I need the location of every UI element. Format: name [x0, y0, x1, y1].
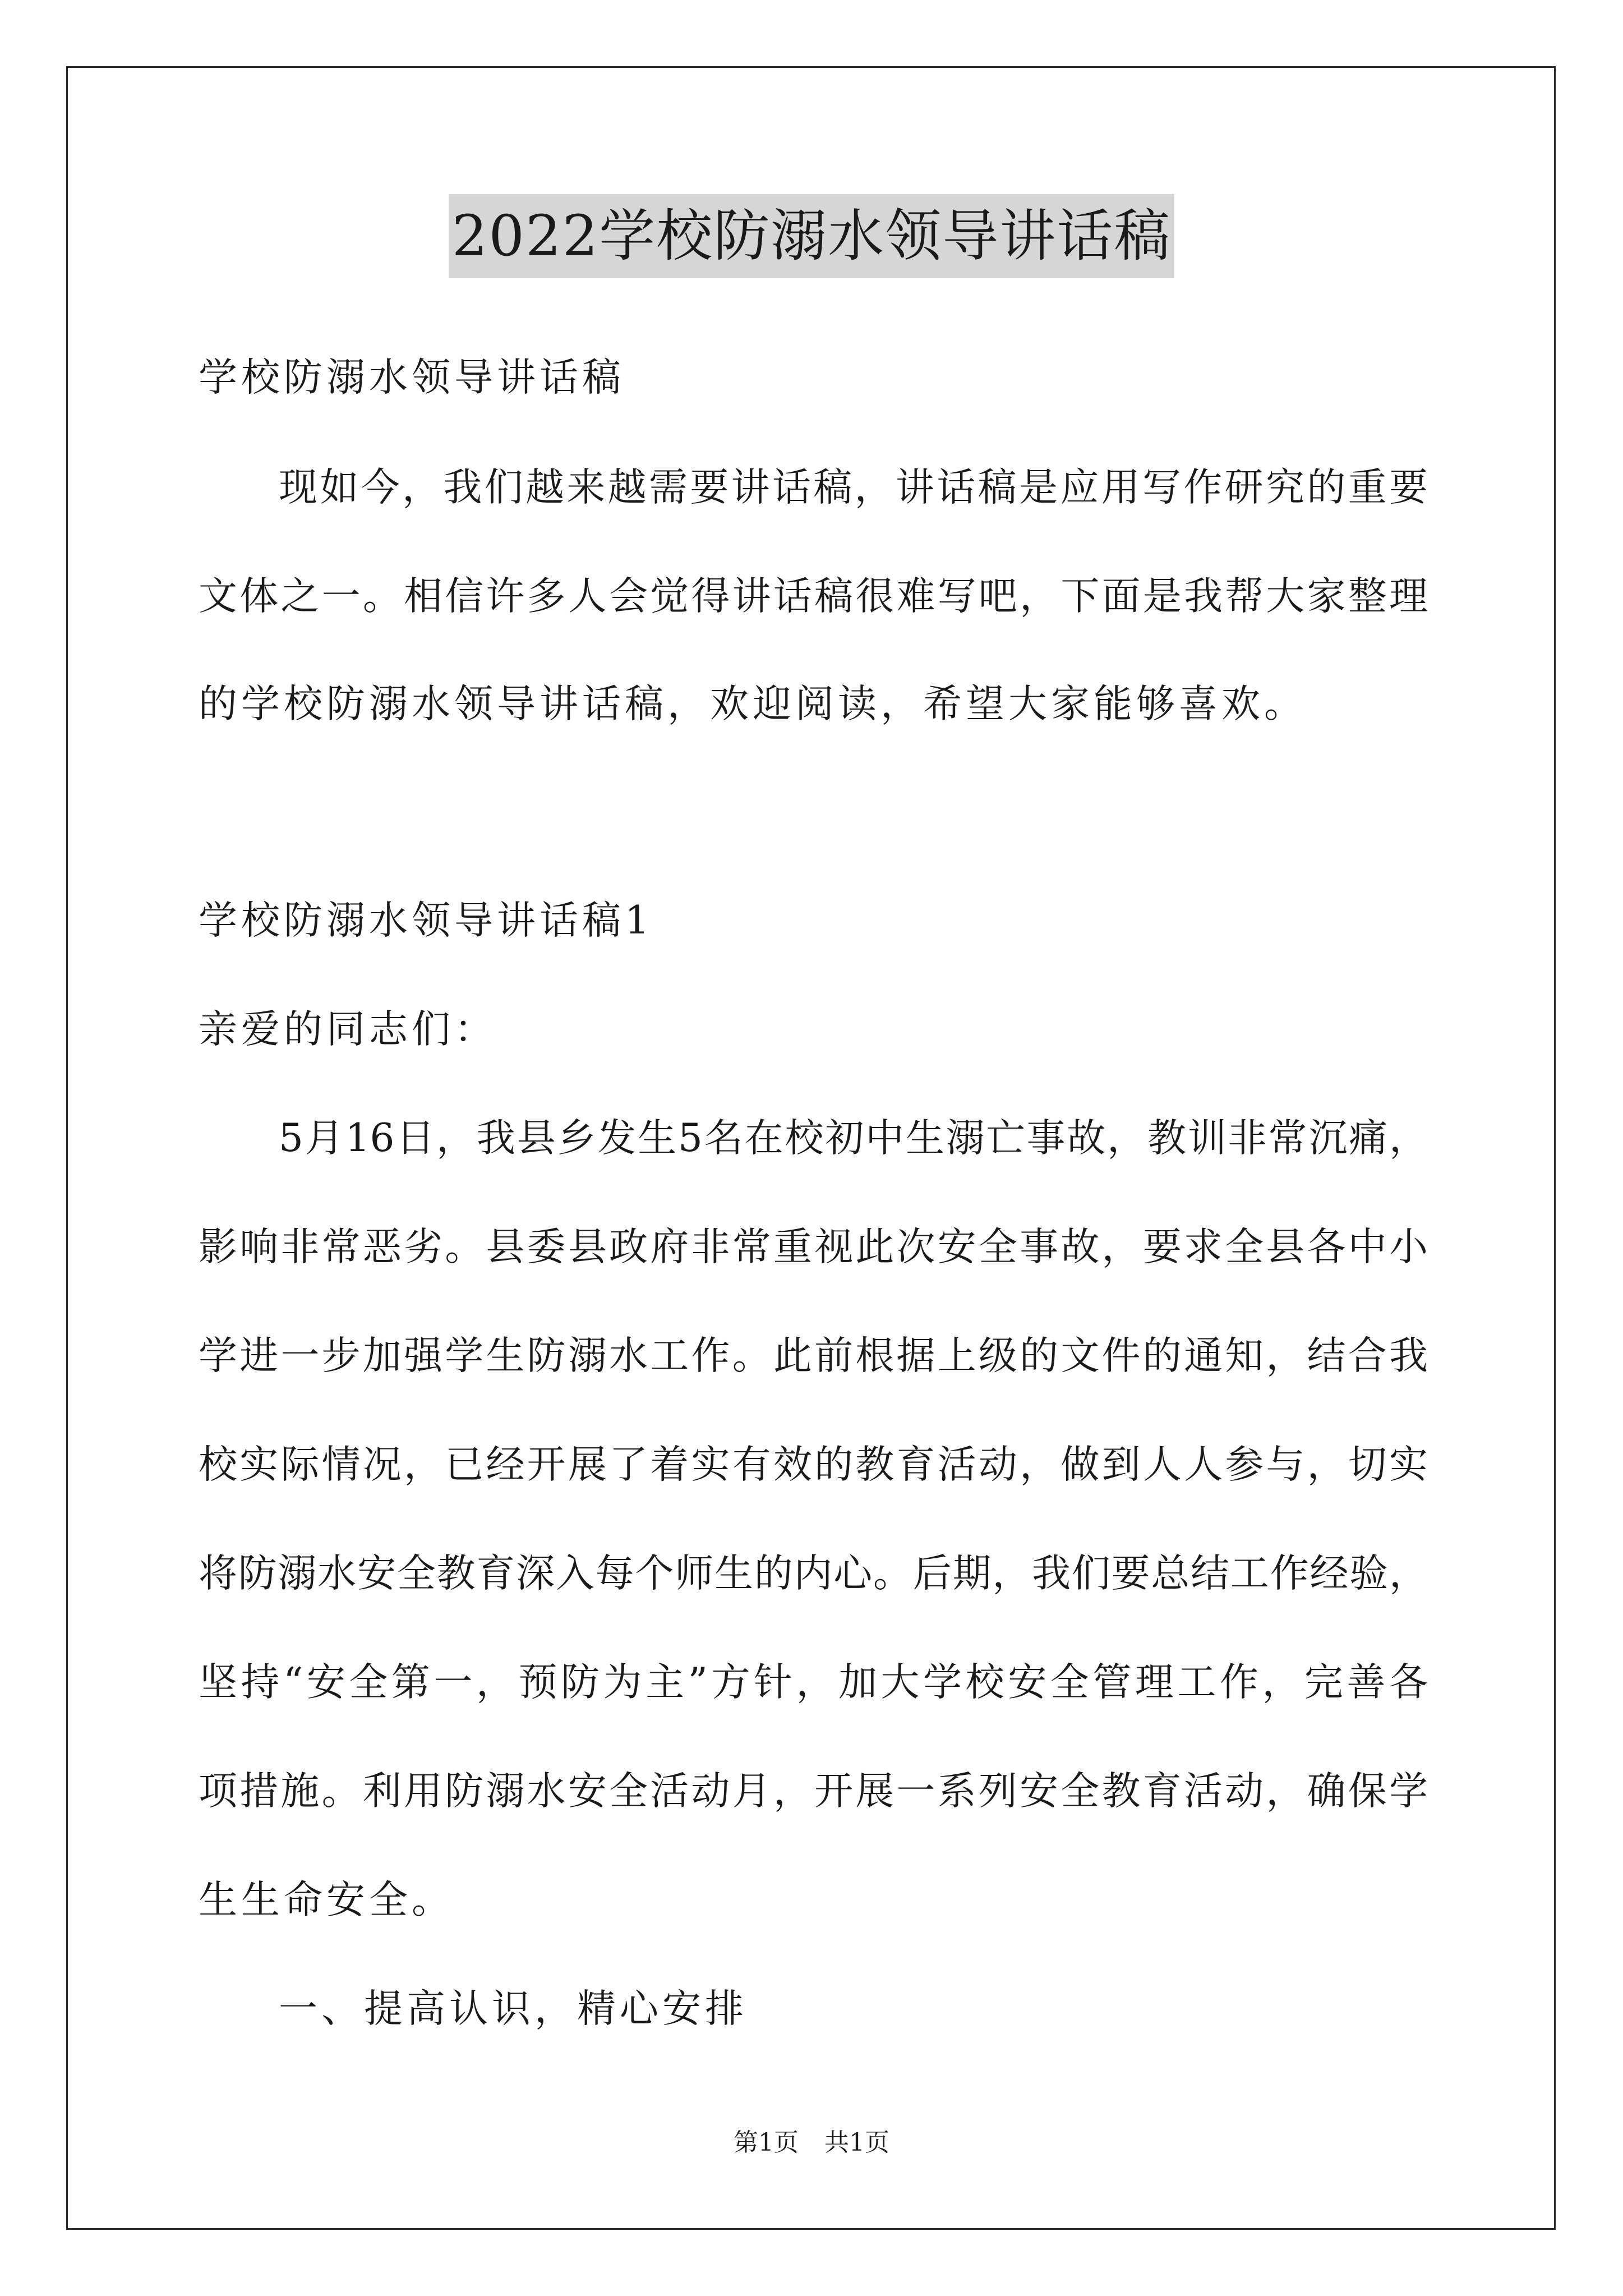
point-heading-1: 一、提高认识，精心安排 — [279, 1986, 748, 2031]
body-line-5: 将防溺水安全教育深入每个师生的内心。后期，我们要总结工作经验， — [199, 1551, 1428, 1596]
section-heading: 学校防溺水领导讲话稿1 — [199, 898, 653, 943]
body-line-8: 生生命安全。 — [199, 1878, 454, 1922]
body-line-1: 5月16日，我县乡发生5名在校初中生溺亡事故，教训非常沉痛， — [279, 1116, 1428, 1161]
intro-line-2: 文体之一。相信许多人会觉得讲话稿很难写吧，下面是我帮大家整理 — [199, 574, 1428, 619]
body-line-4: 校实际情况，已经开展了着实有效的教育活动，做到人人参与，切实 — [199, 1442, 1428, 1487]
page-total: 共1页 — [824, 2128, 889, 2157]
body-line-7: 项措施。利用防溺水安全活动月，开展一系列安全教育活动，确保学 — [199, 1769, 1428, 1814]
body-line-3: 学进一步加强学生防溺水工作。此前根据上级的文件的通知，结合我 — [199, 1333, 1428, 1378]
document-title: 2022学校防溺水领导讲话稿 — [449, 194, 1175, 278]
intro-line-3: 的学校防溺水领导讲话稿，欢迎阅读，希望大家能够喜欢。 — [199, 682, 1307, 726]
intro-line-1: 现如今，我们越来越需要讲话稿，讲话稿是应用写作研究的重要 — [279, 465, 1428, 510]
title-container — [0, 194, 1623, 278]
page-current: 第1页 — [734, 2128, 799, 2157]
body-line-2: 影响非常恶劣。县委县政府非常重视此次安全事故，要求全县各中小 — [199, 1225, 1428, 1269]
body-line-6: 坚持“安全第一，预防为主”方针，加大学校安全管理工作，完善各 — [199, 1660, 1428, 1705]
page-footer — [0, 2126, 1623, 2160]
salutation: 亲爱的同志们： — [199, 1007, 497, 1052]
document-subtitle: 学校防溺水领导讲话稿 — [199, 355, 625, 400]
